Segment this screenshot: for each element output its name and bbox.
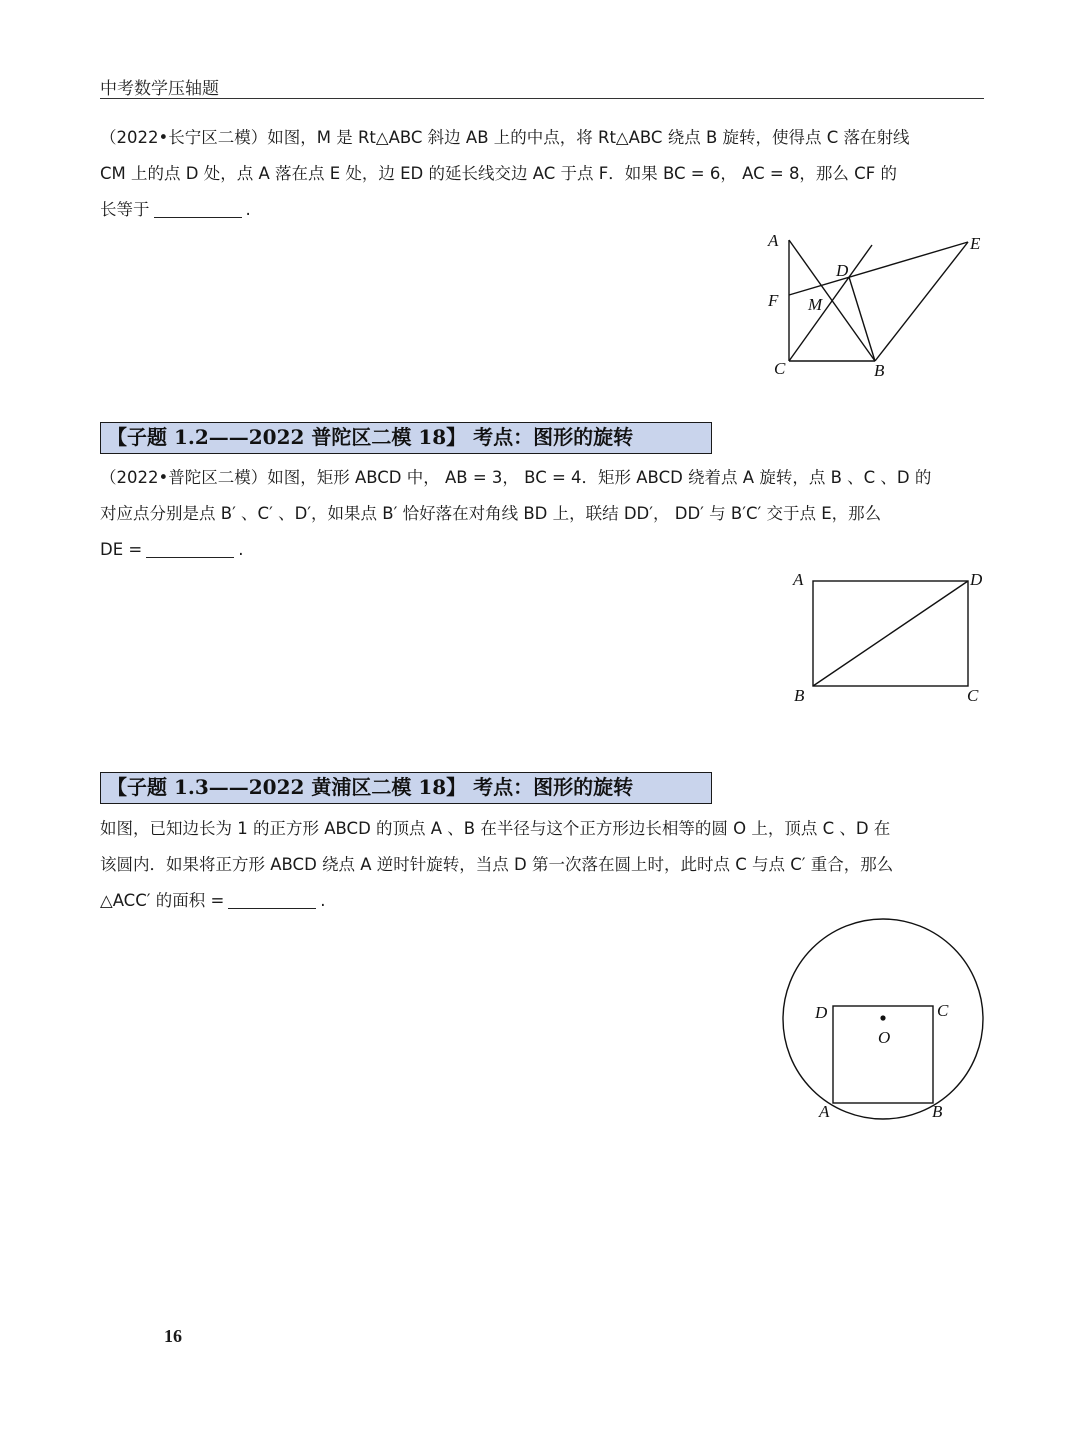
section-heading-1-3: 【子题 1.3——2022 黄浦区二模 18】 考点：图形的旋转 [100,772,712,804]
problem-1-line-3: 长等于 . [100,200,251,219]
answer-blank-3[interactable] [228,890,316,909]
fig2-label-A: A [793,570,804,589]
problem-2-text [100,460,984,568]
fig3-label-C: C [937,1001,949,1020]
fig3-center-dot [880,1015,885,1020]
figure-3-circle-square [775,918,990,1128]
problem-3-text [100,811,984,919]
fig1-label-M: M [808,295,823,314]
problem-3-line-3: △ACC′ 的面积 = . [100,891,326,910]
page-number: 16 [164,1326,182,1346]
fig1-label-C: C [774,359,786,378]
problem-3-line-3-text: △ACC′ 的面积 = [100,891,225,910]
problem-1-line-3-text: 长等于 [100,200,150,219]
fig2-diagonal-BD [813,581,968,686]
figure-1-triangle [760,228,990,384]
fig2-label-D: D [970,570,983,589]
fig1-label-B: B [874,361,885,380]
section-heading-1-2: 【子题 1.2——2022 普陀区二模 18】 考点：图形的旋转 [100,422,712,454]
answer-blank-2[interactable] [146,539,234,558]
answer-blank-1[interactable] [154,199,242,218]
fig1-label-A: A [768,231,779,250]
fig1-line-FE [789,242,968,295]
problem-3-line-2: 该圆内．如果将正方形 ABCD 绕点 A 逆时针旋转，当点 D 第一次落在圆上时，此时点 C 与点 C′ 重合，那么 [100,855,894,874]
fig1-label-E: E [970,234,981,253]
fig2-label-B: B [794,686,805,705]
fig1-label-F: F [768,291,779,310]
problem-2-line-1: （2022•普陀区二模）如图，矩形 ABCD 中， AB = 3， BC = 4．矩形 ABCD 绕着点 A 旋转，点 B 、C 、D 的 [100,468,932,487]
header-divider [100,98,984,99]
problem-2-line-2: 对应点分别是点 B′ 、C′ 、D′，如果点 B′ 恰好落在对角线 BD 上，联结 DD′， DD′ 与 B′C′ 交于点 E，那么 [100,504,882,523]
fig3-label-D: D [815,1003,828,1022]
problem-1-line-1: （2022•长宁区二模）如图，M 是 Rt△ABC 斜边 AB 上的中点，将 Rt△ABC 绕点 B 旋转，使得点 C 落在射线 [100,128,910,147]
problem-1-line-2: CM 上的点 D 处，点 A 落在点 E 处，边 ED 的延长线交边 AC 于点 F．如果 BC = 6， AC = 8，那么 CF 的 [100,164,897,183]
problem-3-line-1: 如图，已知边长为 1 的正方形 ABCD 的顶点 A 、B 在半径与这个正方形边长相等的圆 O 上，顶点 C 、D 在 [100,819,891,838]
fig2-label-C: C [967,686,979,705]
fig3-label-A: A [819,1102,830,1121]
header-title: 中考数学压轴题 [100,79,219,99]
fig3-label-O: O [878,1028,891,1047]
fig3-label-B: B [932,1102,943,1121]
fig1-line-CM-ray [789,245,872,361]
fig1-line-DB [849,277,875,361]
figure-2-rectangle [785,566,990,710]
fig1-line-EB [875,242,968,361]
problem-2-line-3: DE = . [100,540,244,559]
problem-2-line-3-text: DE = [100,540,143,559]
fig1-label-D: D [836,261,849,280]
problem-1-text [100,120,984,228]
